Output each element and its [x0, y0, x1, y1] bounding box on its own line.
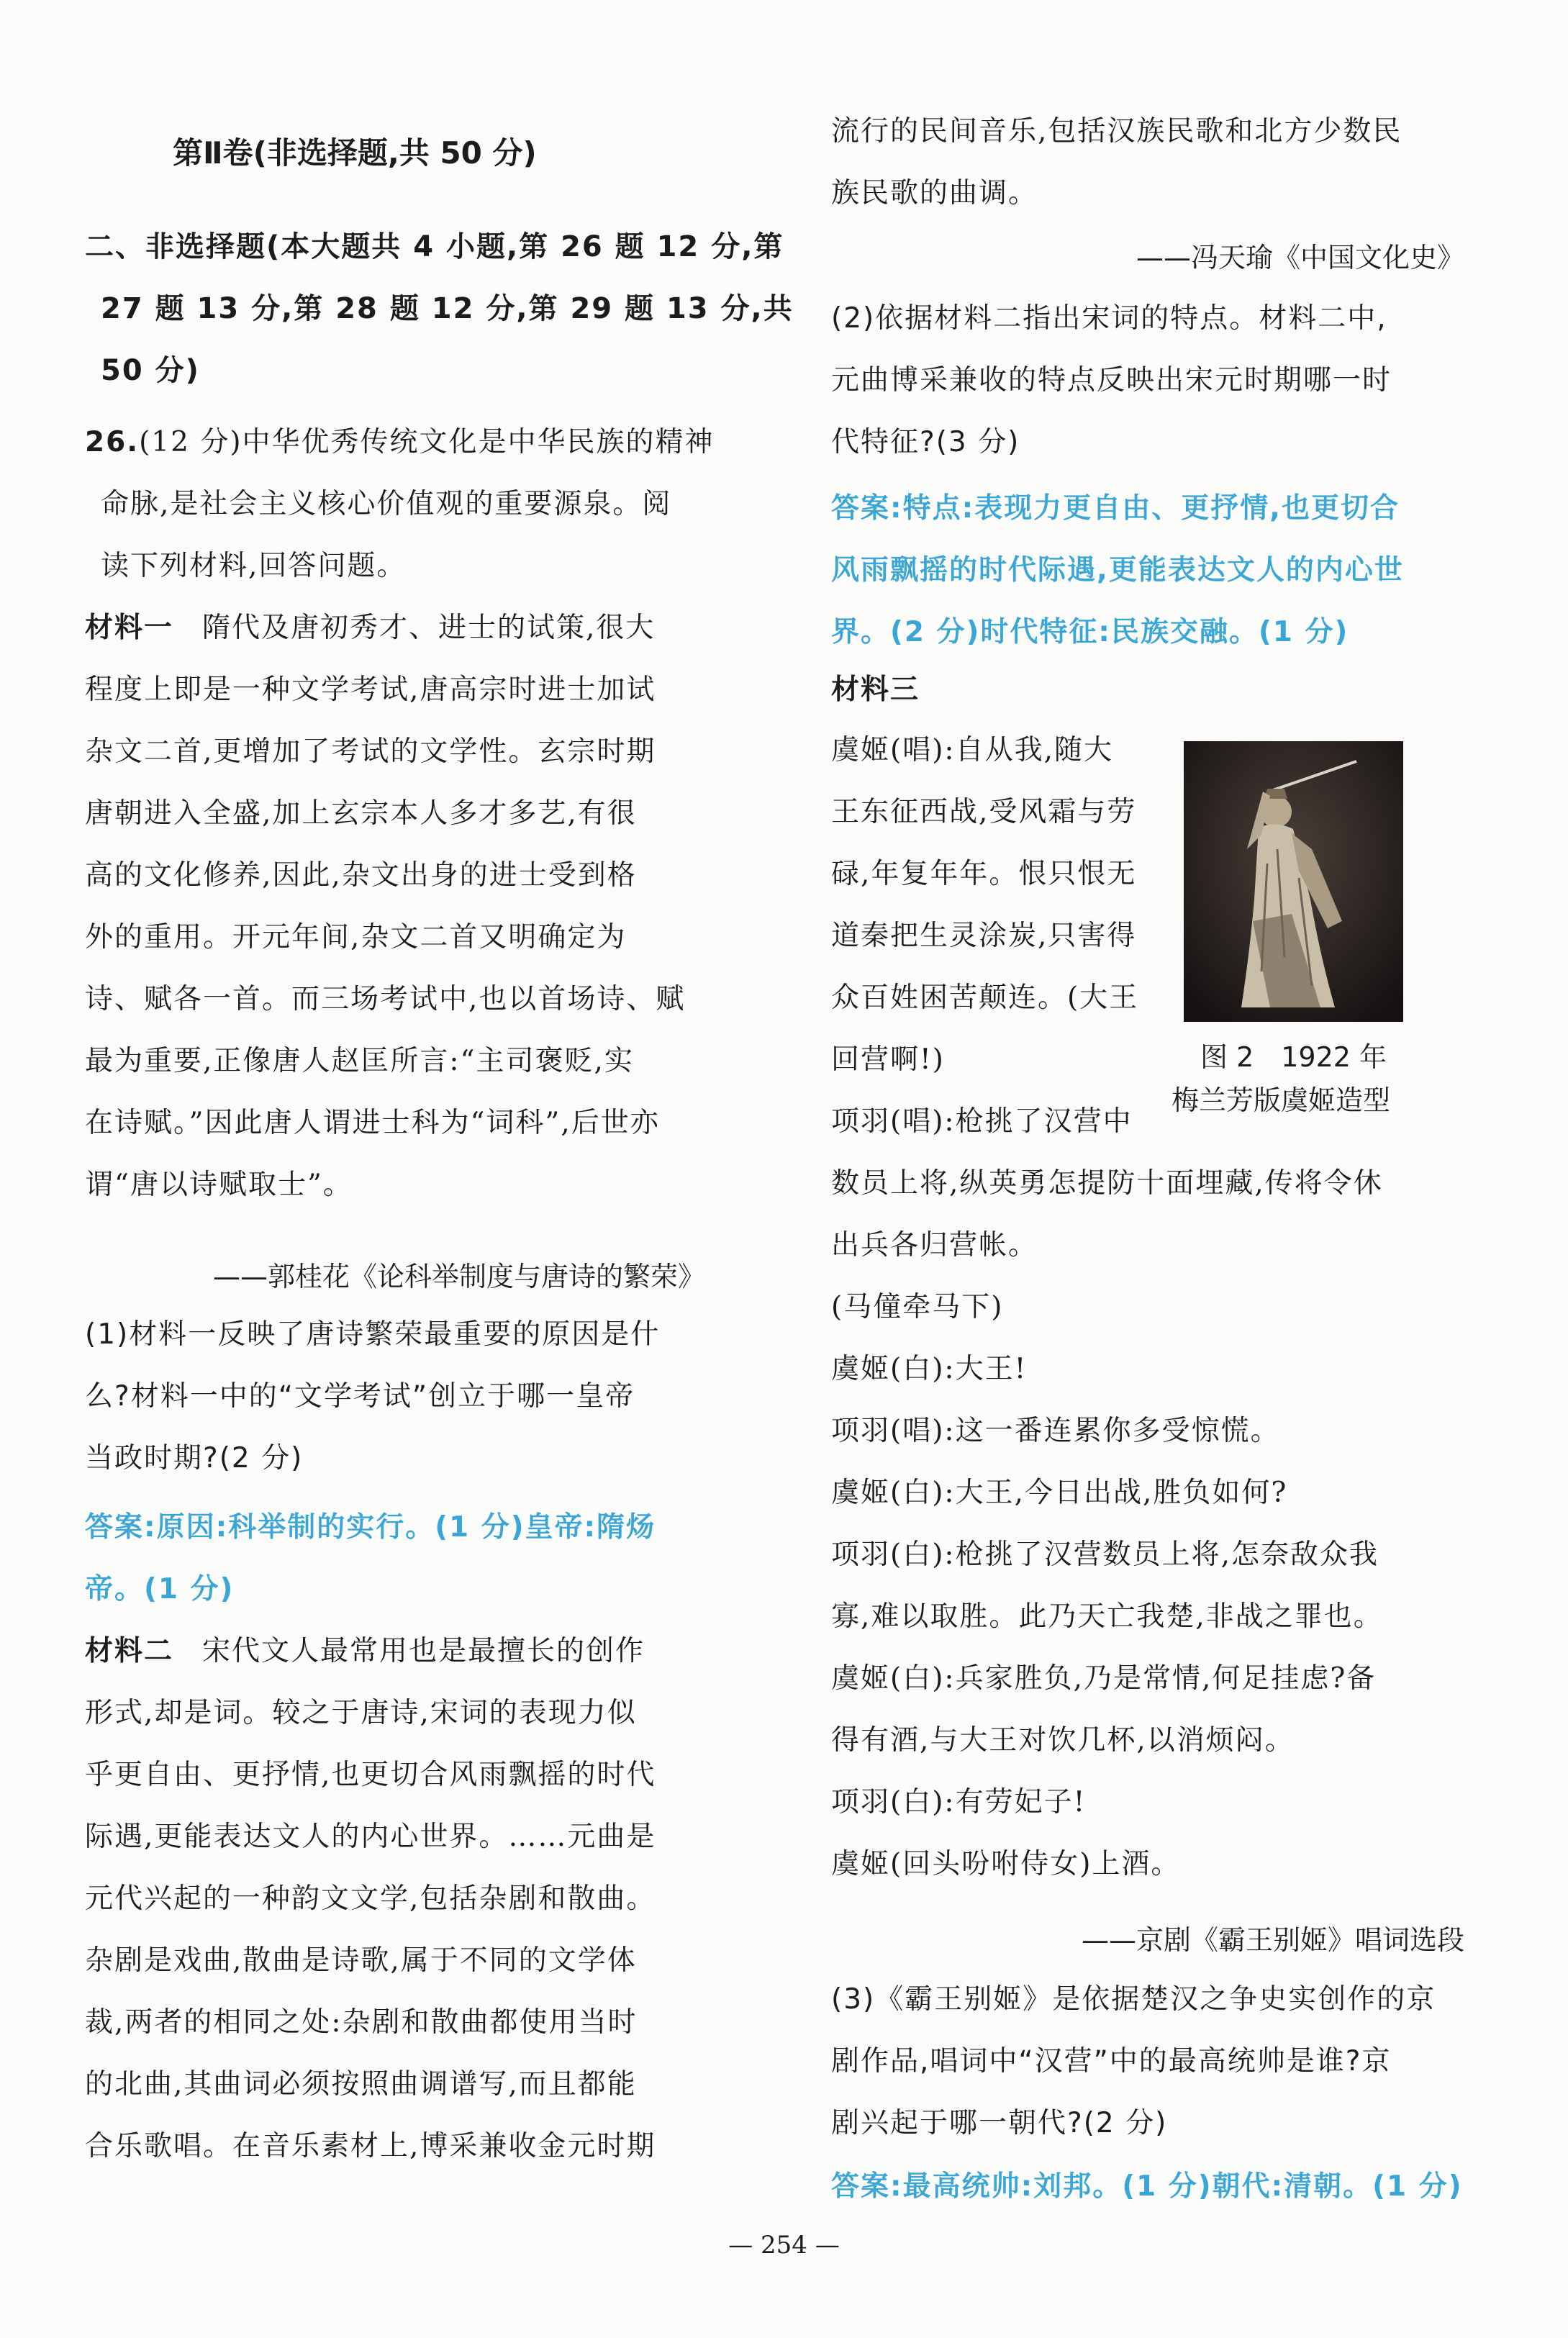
answer-26-2 [831, 478, 1464, 663]
question-number: 26. [85, 426, 140, 458]
material-line: 际遇,更能表达文人的内心世界。……元曲是 [85, 1821, 656, 1853]
material-line: 谓“唐以诗赋取士”。 [85, 1169, 353, 1201]
material-1 [85, 597, 705, 1216]
material-line: 项羽(唱):枪挑了汉营中 [831, 1105, 1133, 1138]
material-3-side-text [831, 720, 1162, 1153]
material-3-citation: ——京剧《霸王别姬》唱词选段 [1081, 1924, 1464, 1956]
question-line: (3)《霸王别姬》是依据楚汉之争史实创作的京 [831, 1983, 1436, 2016]
answer-line: 界。(2 分)时代特征:民族交融。(1 分) [831, 616, 1349, 648]
material-2-label: 材料二 [85, 1635, 174, 1667]
material-line: 在诗赋。”因此唐人谓进士科为“词科”,后世亦 [85, 1107, 660, 1139]
opera-figure-image [1184, 741, 1403, 1022]
page-number: — 254 — [728, 2231, 840, 2260]
material-1-label: 材料一 [85, 612, 174, 644]
material-line: 出兵各归营帐。 [831, 1229, 1038, 1261]
material-line: 寡,难以取胜。此乃天亡我楚,非战之罪也。 [831, 1600, 1383, 1633]
question-line: 代特征?(3 分) [831, 426, 1020, 458]
material-2-citation: ——冯天瑜《中国文化史》 [1136, 242, 1464, 273]
material-3-heading [831, 659, 1464, 721]
material-2-continued [831, 101, 1464, 225]
material-line: 程度上即是一种文学考试,唐高宗时进士加试 [85, 674, 656, 706]
material-line: 道秦把生灵涂炭,只害得 [831, 920, 1137, 952]
figure-caption-line-1: 图 2 1922 年 [1200, 1041, 1387, 1073]
yu-ji-costume-photo [1184, 741, 1403, 1022]
material-line: 虞姬(回头吩咐侍女)上酒。 [831, 1848, 1181, 1880]
answer-line: 风雨飘摇的时代际遇,更能表达文人的内心世 [831, 554, 1404, 586]
section-intro [85, 216, 794, 402]
material-line: 虞姬(唱):自从我,随大 [831, 734, 1113, 766]
question-26-intro [85, 412, 715, 597]
material-line: 诗、赋各一首。而三场考试中,也以首场诗、赋 [85, 983, 686, 1015]
material-line: 隋代及唐初秀才、进士的试策,很大 [202, 612, 656, 644]
figure-caption-line-2: 梅兰芳版虞姬造型 [1172, 1084, 1391, 1116]
material-line: 虞姬(白):大王,今日出战,胜负如何? [831, 1477, 1288, 1509]
material-line: 最为重要,正像唐人赵匡所言:“主司褒贬,实 [85, 1045, 634, 1077]
material-line: 合乐歌唱。在音乐素材上,博采兼收金元时期 [85, 2130, 656, 2162]
section-intro-line: 50 分) [101, 354, 200, 387]
material-line: 项羽(白):枪挑了汉营数员上将,怎奈敌众我 [831, 1539, 1379, 1571]
question-26-2 [831, 288, 1464, 474]
material-line: 碌,年复年年。恨只恨无 [831, 858, 1137, 890]
question-intro-line: 命脉,是社会主义核心价值观的重要源泉。阅 [101, 488, 672, 520]
material-line: (马僮牵马下) [831, 1291, 1004, 1323]
section-title: 第Ⅱ卷(非选择题,共 50 分) [173, 135, 537, 171]
question-line: 元曲博采兼收的特点反映出宋元时期哪一时 [831, 364, 1392, 397]
material-line: 乎更自由、更抒情,也更切合风雨飘摇的时代 [85, 1759, 656, 1791]
answer-line: 答案:原因:科举制的实行。(1 分)皇帝:隋炀 [85, 1511, 656, 1544]
material-line: 高的文化修养,因此,杂文出身的进士受到格 [85, 859, 637, 892]
material-3-label: 材料三 [831, 674, 920, 706]
section-intro-line: 二、非选择题(本大题共 4 小题,第 26 题 12 分,第 [85, 230, 784, 263]
material-line: 唐朝进入全盛,加上玄宗本人多才多艺,有很 [85, 797, 637, 830]
material-line: 项羽(唱):这一番连累你多受惊慌。 [831, 1415, 1280, 1447]
material-2 [85, 1621, 705, 2178]
question-line: (1)材料一反映了唐诗繁荣最重要的原因是什 [85, 1318, 661, 1351]
material-line: 流行的民间音乐,包括汉族民歌和北方少数民 [831, 115, 1402, 148]
answer-line: 帝。(1 分) [85, 1573, 235, 1605]
material-line: 回营啊!) [831, 1043, 945, 1076]
question-intro-line: (12 分)中华优秀传统文化是中华民族的精神 [139, 426, 715, 458]
material-line: 的北曲,其曲词必须按照曲调谱写,而且都能 [85, 2068, 637, 2101]
answer-26-3 [831, 2156, 1464, 2218]
material-line: 虞姬(白):大王! [831, 1353, 1028, 1385]
material-line: 外的重用。开元年间,杂文二首又明确定为 [85, 921, 627, 953]
question-line: (2)依据材料二指出宋词的特点。材料二中, [831, 302, 1387, 335]
question-intro-line: 读下列材料,回答问题。 [101, 550, 407, 582]
material-line: 杂文二首,更增加了考试的文学性。玄宗时期 [85, 735, 656, 768]
question-line: 剧兴起于哪一朝代?(2 分) [831, 2107, 1168, 2139]
material-line: 得有酒,与大王对饮几杯,以消烦闷。 [831, 1724, 1295, 1757]
material-line: 形式,却是词。较之于唐诗,宋词的表现力似 [85, 1697, 637, 1729]
material-1-citation: ——郭桂花《论科举制度与唐诗的繁荣》 [212, 1261, 705, 1292]
material-line: 族民歌的曲调。 [831, 177, 1038, 209]
material-line: 虞姬(白):兵家胜负,乃是常情,何足挂虑?备 [831, 1662, 1377, 1695]
answer-line: 答案:最高统帅:刘邦。(1 分)朝代:清朝。(1 分) [831, 2170, 1463, 2203]
material-3-text [831, 1153, 1464, 1895]
material-line: 众百姓困苦颠连。(大王 [831, 982, 1139, 1014]
answer-26-1 [85, 1497, 705, 1621]
material-line: 项羽(白):有劳妃子! [831, 1786, 1087, 1818]
question-26-3 [831, 1969, 1464, 2155]
section-intro-line: 27 题 13 分,第 28 题 12 分,第 29 题 13 分,共 [101, 292, 794, 325]
question-line: 剧作品,唱词中“汉营”中的最高统帅是谁?京 [831, 2045, 1392, 2078]
material-line: 裁,两者的相同之处:杂剧和散曲都使用当时 [85, 2006, 638, 2039]
material-line: 王东征西战,受风霜与劳 [831, 796, 1137, 828]
material-line: 数员上将,纵英勇怎提防十面埋藏,传将令休 [831, 1167, 1383, 1200]
material-line: 杂剧是戏曲,散曲是诗歌,属于不同的文学体 [85, 1944, 637, 1977]
question-26-1 [85, 1304, 705, 1490]
material-line: 宋代文人最常用也是最擅长的创作 [202, 1635, 645, 1667]
question-line: 么?材料一中的“文学考试”创立于哪一皇帝 [85, 1380, 635, 1413]
question-line: 当政时期?(2 分) [85, 1442, 304, 1474]
answer-line: 答案:特点:表现力更自由、更抒情,也更切合 [831, 492, 1400, 525]
material-line: 元代兴起的一种韵文文学,包括杂剧和散曲。 [85, 1882, 656, 1915]
